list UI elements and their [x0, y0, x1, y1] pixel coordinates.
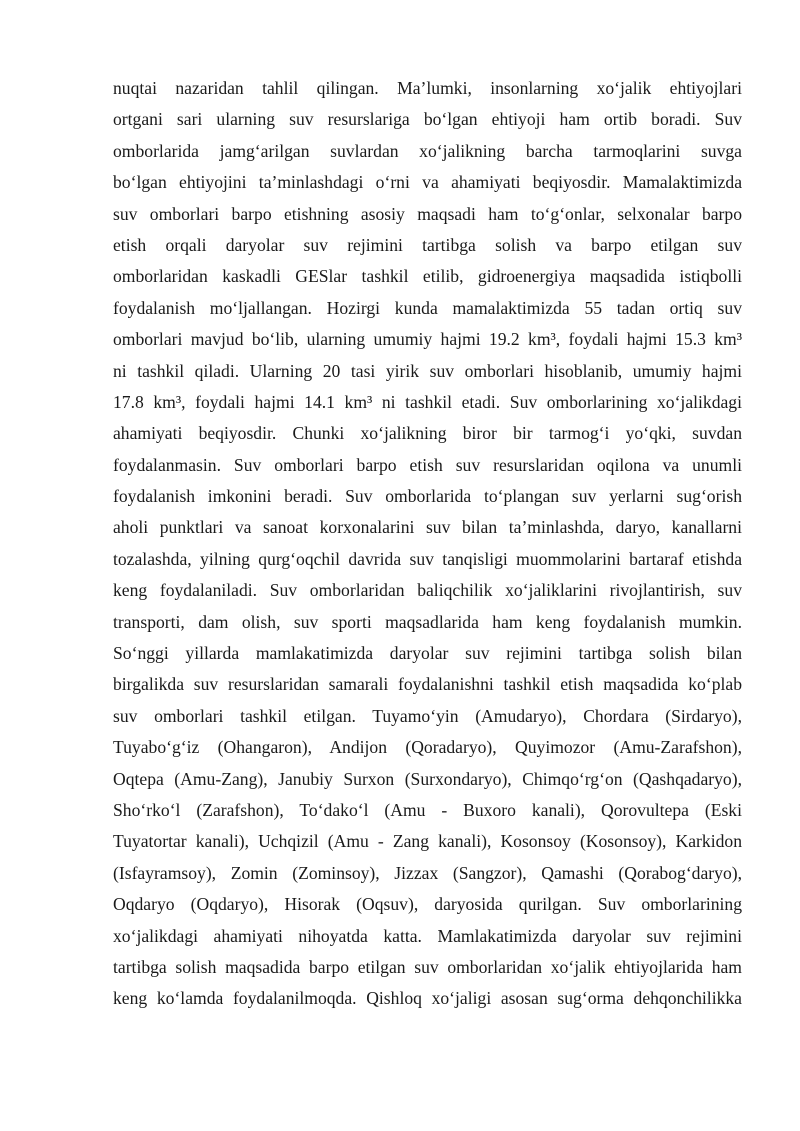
text-line: suv omborlari barpo etishning asosiy maqsadi ham to‘g‘onlar, selxonalar barpo: [113, 203, 742, 224]
text-line: etish orqali daryolar suv rejimini tartibga solish va barpo etilgan suv: [113, 234, 742, 255]
text-line: aholi punktlari va sanoat korxonalarini suv bilan ta’minlashda, daryo, kanallarni: [113, 517, 742, 538]
text-line: ortgani sari ularning suv resurslariga bo‘lgan ehtiyoji ham ortib boradi. Suv: [113, 109, 742, 130]
text-line: transporti, dam olish, suv sporti maqsadlarida ham keng foydalanish mumkin.: [113, 611, 742, 632]
text-line: Oqtepa (Amu-Zang), Janubiy Surxon (Surxondaryo), Chimqo‘rg‘on (Qashqadaryo),: [113, 768, 742, 789]
text-line: keng foydalaniladi. Suv omborlaridan baliqchilik xo‘jaliklarini rivojlantirish, suv: [113, 580, 742, 601]
text-line: birgalikda suv resurslaridan samarali foydalanishni tashkil etish maqsadida ko‘plab: [113, 674, 742, 695]
text-line: omborlaridan kaskadli GESlar tashkil etilib, gidroenergiya maqsadida istiqbolli: [113, 266, 742, 287]
text-line: 17.8 km³, foydali hajmi 14.1 km³ ni tashkil etadi. Suv omborlarining xo‘jalikdagi: [113, 391, 742, 412]
text-line: (Isfayramsoy), Zomin (Zominsoy), Jizzax (Sangzor), Qamashi (Qorabog‘daryo),: [113, 862, 742, 883]
text-line: ni tashkil qiladi. Ularning 20 tasi yirik suv omborlari hisoblanib, umumiy hajmi: [113, 360, 742, 381]
text-line: ahamiyati beqiyosdir. Chunki xo‘jalikning biror bir tarmog‘i yo‘qki, suvdan: [113, 423, 742, 444]
text-line: xo‘jalikdagi ahamiyati nihoyatda katta. Mamlakatimizda daryolar suv rejimini: [113, 925, 742, 946]
body-paragraph: [113, 73, 742, 1015]
text-line: Oqdaryo (Oqdaryo), Hisorak (Oqsuv), daryosida qurilgan. Suv omborlarining: [113, 894, 742, 915]
text-line: nuqtai nazaridan tahlil qilingan. Ma’lumki, insonlarning xo‘jalik ehtiyojlari: [113, 78, 742, 98]
text-line: foydalanmasin. Suv omborlari barpo etish suv resurslaridan oqilona va unumli: [113, 454, 742, 475]
text-line: tartibga solish maqsadida barpo etilgan suv omborlaridan xo‘jalik ehtiyojlarida ham: [113, 956, 742, 977]
text-line: tozalashda, yilning qurg‘oqchil davrida suv tanqisligi muommolarini bartaraf etishda: [113, 548, 742, 569]
text-line: omborlari mavjud bo‘lib, ularning umumiy hajmi 19.2 km³, foydali hajmi 15.3 km³: [113, 329, 742, 350]
text-line: foydalanish imkonini beradi. Suv omborlarida to‘plangan suv yerlarni sug‘orish: [113, 486, 742, 507]
text-line: Tuyabo‘g‘iz (Ohangaron), Andijon (Qoradaryo), Quyimozor (Amu-Zarafshon),: [113, 737, 742, 758]
text-line: foydalanish mo‘ljallangan. Hozirgi kunda mamalaktimizda 55 tadan ortiq suv: [113, 297, 742, 318]
text-line: bo‘lgan ehtiyojini ta’minlashdagi o‘rni va ahamiyati beqiyosdir. Mamalaktimizda: [113, 172, 742, 193]
text-line: So‘nggi yillarda mamlakatimizda daryolar suv rejimini tartibga solish bilan: [113, 643, 742, 664]
text-line: keng ko‘lamda foydalanilmoqda. Qishloq xo‘jaligi asosan sug‘orma dehqonchilikka: [113, 988, 742, 1009]
text-line: suv omborlari tashkil etilgan. Tuyamo‘yin (Amudaryo), Chordara (Sirdaryo),: [113, 705, 742, 726]
text-line: Tuyatortar kanali), Uchqizil (Amu - Zang kanali), Kosonsoy (Kosonsoy), Karkidon: [113, 831, 742, 852]
text-line: Sho‘rko‘l (Zarafshon), To‘dako‘l (Amu - Buxoro kanali), Qorovultepa (Eski: [113, 799, 742, 820]
text-line: omborlarida jamg‘arilgan suvlardan xo‘jalikning barcha tarmoqlarini suvga: [113, 140, 742, 161]
